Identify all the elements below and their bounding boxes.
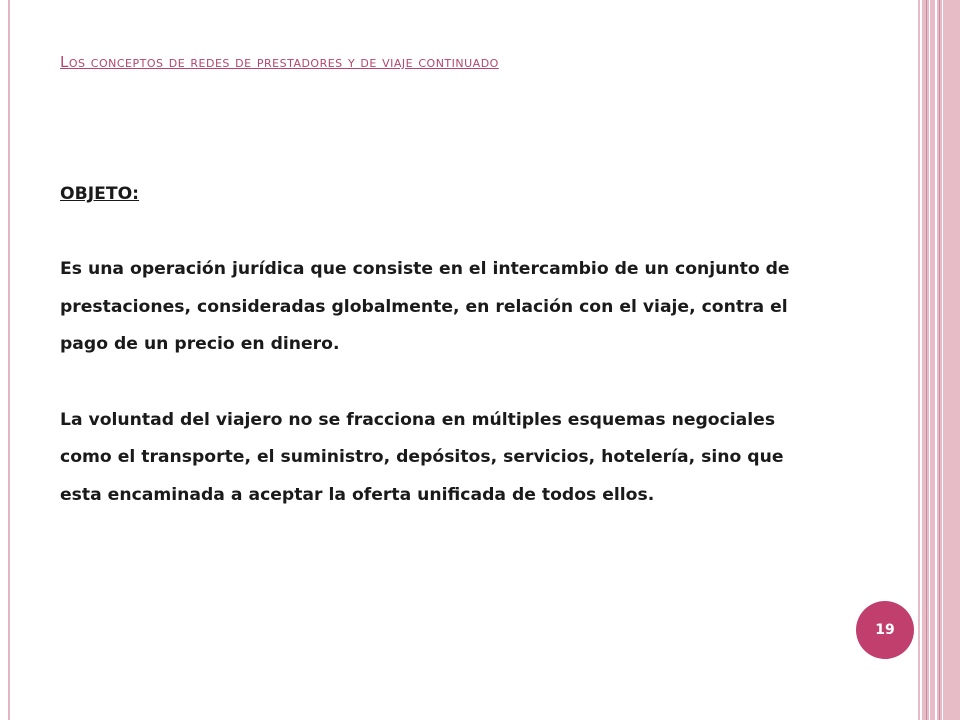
paragraph-traveler-will: La voluntad del viajero no se fracciona en múltiples esquemas negociales como el transporte, el suministro, depósitos, servicios, hotelería, sino que esta encaminada a aceptar la oferta unificada de todos ellos. [60,409,784,505]
slide-body [60,176,820,552]
left-frame-line [8,0,10,720]
page-number-badge: 19 [856,601,914,659]
stripe-line [942,0,943,720]
stripe-line [929,0,930,720]
stripe-line [939,0,940,720]
paragraph-definition: Es una operación jurídica que consiste en el intercambio de un conjunto de prestaciones, consideradas globalmente, en relación con el viaje, contra el pago de un precio en dinero. [60,259,790,355]
slide-title: Los conceptos de redes de prestadores y de viaje continuado [60,53,499,71]
stripe-line [935,0,937,720]
stripe-line [926,0,927,720]
stripe-line [920,0,922,720]
section-heading: OBJETO: [60,184,140,204]
